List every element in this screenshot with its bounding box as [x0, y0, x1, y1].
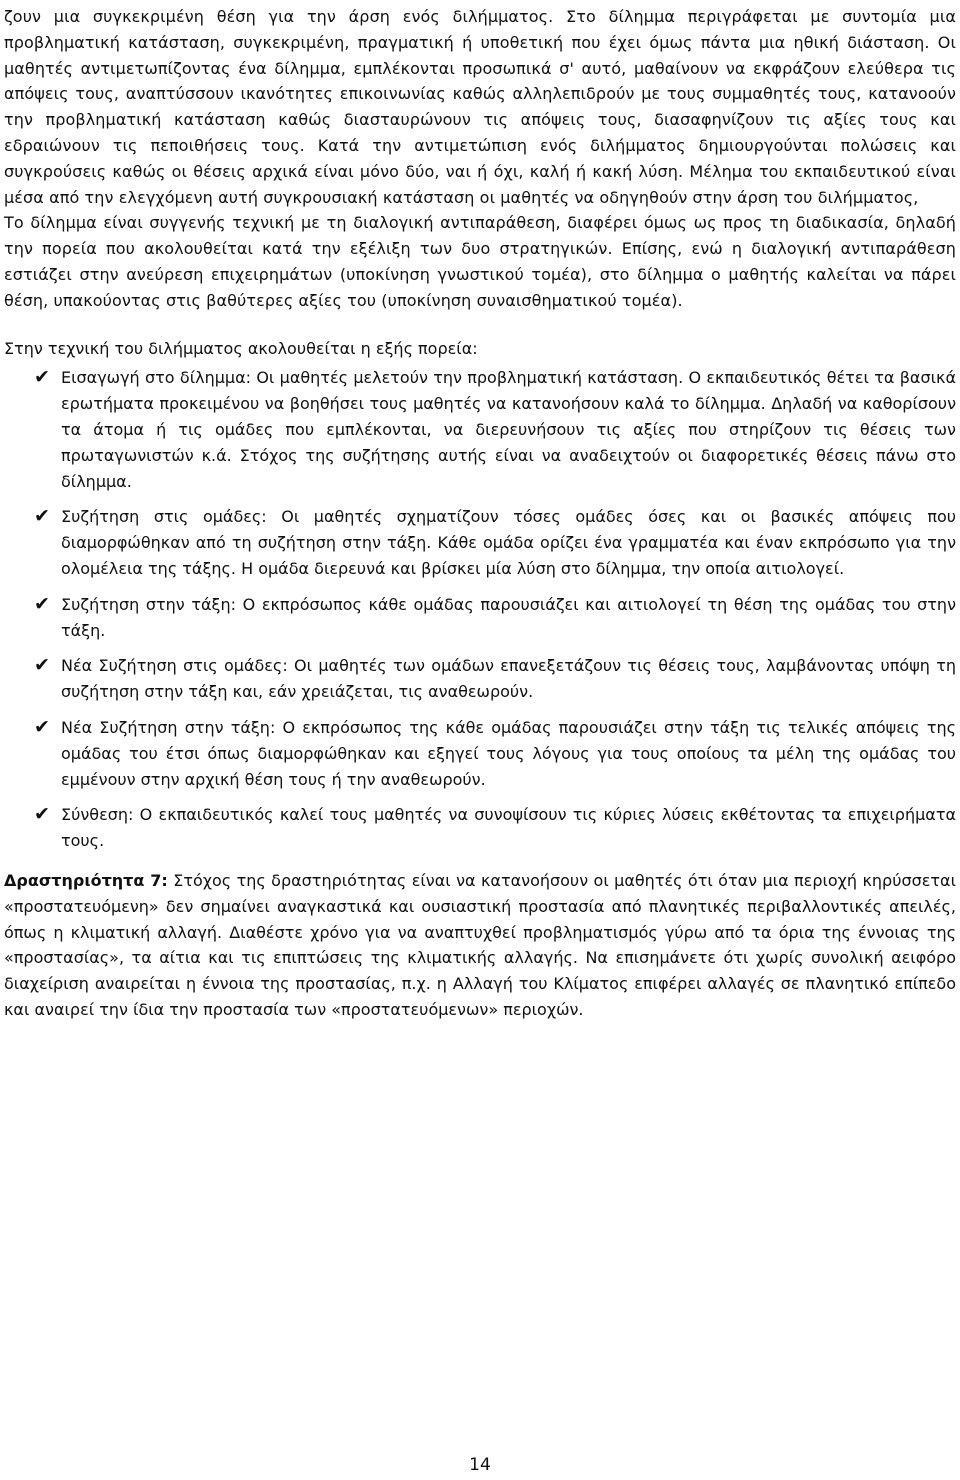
step-text: Εισαγωγή στο δίλημμα: Οι μαθητές μελετούν την προβληματική κατάσταση. Ο εκπαιδευτικός θέτει τα βασικά ερωτήματα προκειμένου να βοηθήσει τους μαθητές να κατανοήσουν καλά το δίλημμα. Δηλαδή να καθορίσουν τα άτομα ή τις ομάδες που εμπλέκονται, να διερευνήσουν τις αξίες που στηρίζουν τις θέσεις των πρωταγωνιστών κ.ά. Στόχος της συζήτησης αυτής είναι να αναδειχτούν οι διαφορετικές θέσεις πάνω στο δίλημμα. — [61, 368, 956, 491]
steps-heading: Στην τεχνική του διλήμματος ακολουθείται η εξής πορεία: — [4, 338, 478, 358]
page-number: 14 — [469, 1455, 491, 1475]
step-item-5 — [4, 715, 956, 792]
step-item-4 — [4, 653, 956, 705]
step-item-2 — [4, 504, 956, 581]
checkmark-icon: ✔ — [34, 592, 50, 615]
checkmark-icon: ✔ — [34, 803, 50, 826]
intro-paragraph-2: Το δίλημμα είναι συγγενής τεχνική με τη διαλογική αντιπαράθεση, διαφέρει όμως ως προς τη διαδικασία, δηλαδή την πορεία που ακολουθείται κατά την εξέλιξη των δυο στρατηγικών. Επίσης, ενώ η διαλογική αντιπαράθεση εστιάζει στην ανεύρεση επιχειρημάτων (υποκίνηση γνωστικού τομέα), στο δίλημμα ο μαθητής καλείται να πάρει θέση, υπακούοντας στις βαθύτερες αξίες του (υποκίνηση συναισθηματικού τομέα). — [4, 213, 956, 310]
step-text: Συζήτηση στις ομάδες: Οι μαθητές σχηματίζουν τόσες ομάδες όσες και οι βασικές απόψεις που διαμορφώθηκαν από τη συζήτηση στην τάξη. Κάθε ομάδα ορίζει ένα γραμματέα και έναν εκπρόσωπο για την ολομέλεια της τάξης. Η ομάδα διερευνά και βρίσκει μία λύση στο δίλημμα, την οποία αιτιολογεί. — [61, 507, 956, 578]
step-text: Νέα Συζήτηση στις ομάδες: Οι μαθητές των ομάδων επανεξετάζουν τις θέσεις τους, λαμβάνοντας υπόψη τη συζήτηση στην τάξη και, εάν χρειάζεται, τις αναθεωρούν. — [61, 656, 956, 702]
step-item-1 — [4, 365, 956, 494]
checkmark-icon: ✔ — [34, 654, 50, 677]
page-body — [4, 4, 956, 1023]
step-text: Σύνθεση: Ο εκπαιδευτικός καλεί τους μαθητές να συνοψίσουν τις κύριες λύσεις εκθέτοντας τα επιχειρήματα τους. — [61, 805, 956, 851]
intro-paragraph-1: ζουν μια συγκεκριμένη θέση για την άρση ενός διλήμματος. Στο δίλημμα περιγράφεται με συντομία μια προβληματική κατάσταση, συγκεκριμένη, πραγματική ή υποθετική που έχει όμως πάντα μια ηθική διάσταση. Οι μαθητές αντιμετωπίζοντας ένα δίλημμα, εμπλέκονται προσωπικά σ' αυτό, μαθαίνουν να εκφράζουν ελεύθερα τις απόψεις τους, αναπτύσσουν ικανότητες επικοινωνίας καθώς αλληλεπιδρούν με τους συμμαθητές τους, κατανοούν την προβληματική κατάσταση καθώς διασταυρώνουν τις απόψεις τους, διασαφηνίζουν τις αξίες τους και εδραιώνουν τις πεποιθήσεις τους. Κατά την αντιμετώπιση ενός διλήμματος δημιουργούνται πολώσεις και συγκρούσεις καθώς οι θέσεις αρχικά είναι μόνο δύο, ναι ή όχι, καλή ή κακή λύση. Μέλημα του εκπαιδευτικού είναι μέσα από την ελεγχόμενη αυτή συγκρουσιακή κατάσταση οι μαθητές να οδηγηθούν στην άρση του διλήμματος, — [4, 7, 956, 207]
step-text: Νέα Συζήτηση στην τάξη: Ο εκπρόσωπος της κάθε ομάδας παρουσιάζει στην τάξη τις τελικές απόψεις της ομάδας του έτσι όπως διαμορφώθηκαν και εξηγεί τους λόγους για τους οποίους τα μέλη της ομάδας του εμμένουν στην αρχική θέση τους ή την αναθεωρούν. — [61, 717, 956, 789]
activity-label: Δραστηριότητα 7: — [4, 870, 168, 890]
checkmark-icon: ✔ — [34, 505, 50, 528]
activity-text: Στόχος της δραστηριότητας είναι να κατανοήσουν οι μαθητές ότι όταν μια περιοχή κηρύσσεται «προστατευόμενη» δεν σημαίνει αναγκαστικά και ουσιαστική προστασία από πλανητικές περιβαλλοντικές απειλές, όπως η κλιματική αλλαγή. Διαθέστε χρόνο για να αναπτυχθεί προβληματισμός γύρω από τα όρια της έννοιας της «προστασίας», τα αίτια και τις επιπτώσεις της κλιματικής αλλαγής. Να επισημάνετε ότι χωρίς συνολική αειφόρο διαχείριση αναιρείται η έννοια της προστασίας, π.χ. η Αλλαγή του Κλίματος επιφέρει αλλαγές σε πλανητικό επίπεδο και αναιρεί την ίδια την προστασία των «προστατευόμενων» περιοχών. — [4, 870, 956, 1019]
activity-paragraph — [4, 868, 956, 1023]
steps-list — [4, 365, 956, 854]
step-item-3 — [4, 592, 956, 644]
step-item-6 — [4, 802, 956, 854]
checkmark-icon: ✔ — [34, 715, 50, 738]
step-text: Συζήτηση στην τάξη: Ο εκπρόσωπος κάθε ομάδας παρουσιάζει και αιτιολογεί τη θέση της ομάδας του στην τάξη. — [61, 594, 956, 640]
checkmark-icon: ✔ — [34, 366, 50, 389]
